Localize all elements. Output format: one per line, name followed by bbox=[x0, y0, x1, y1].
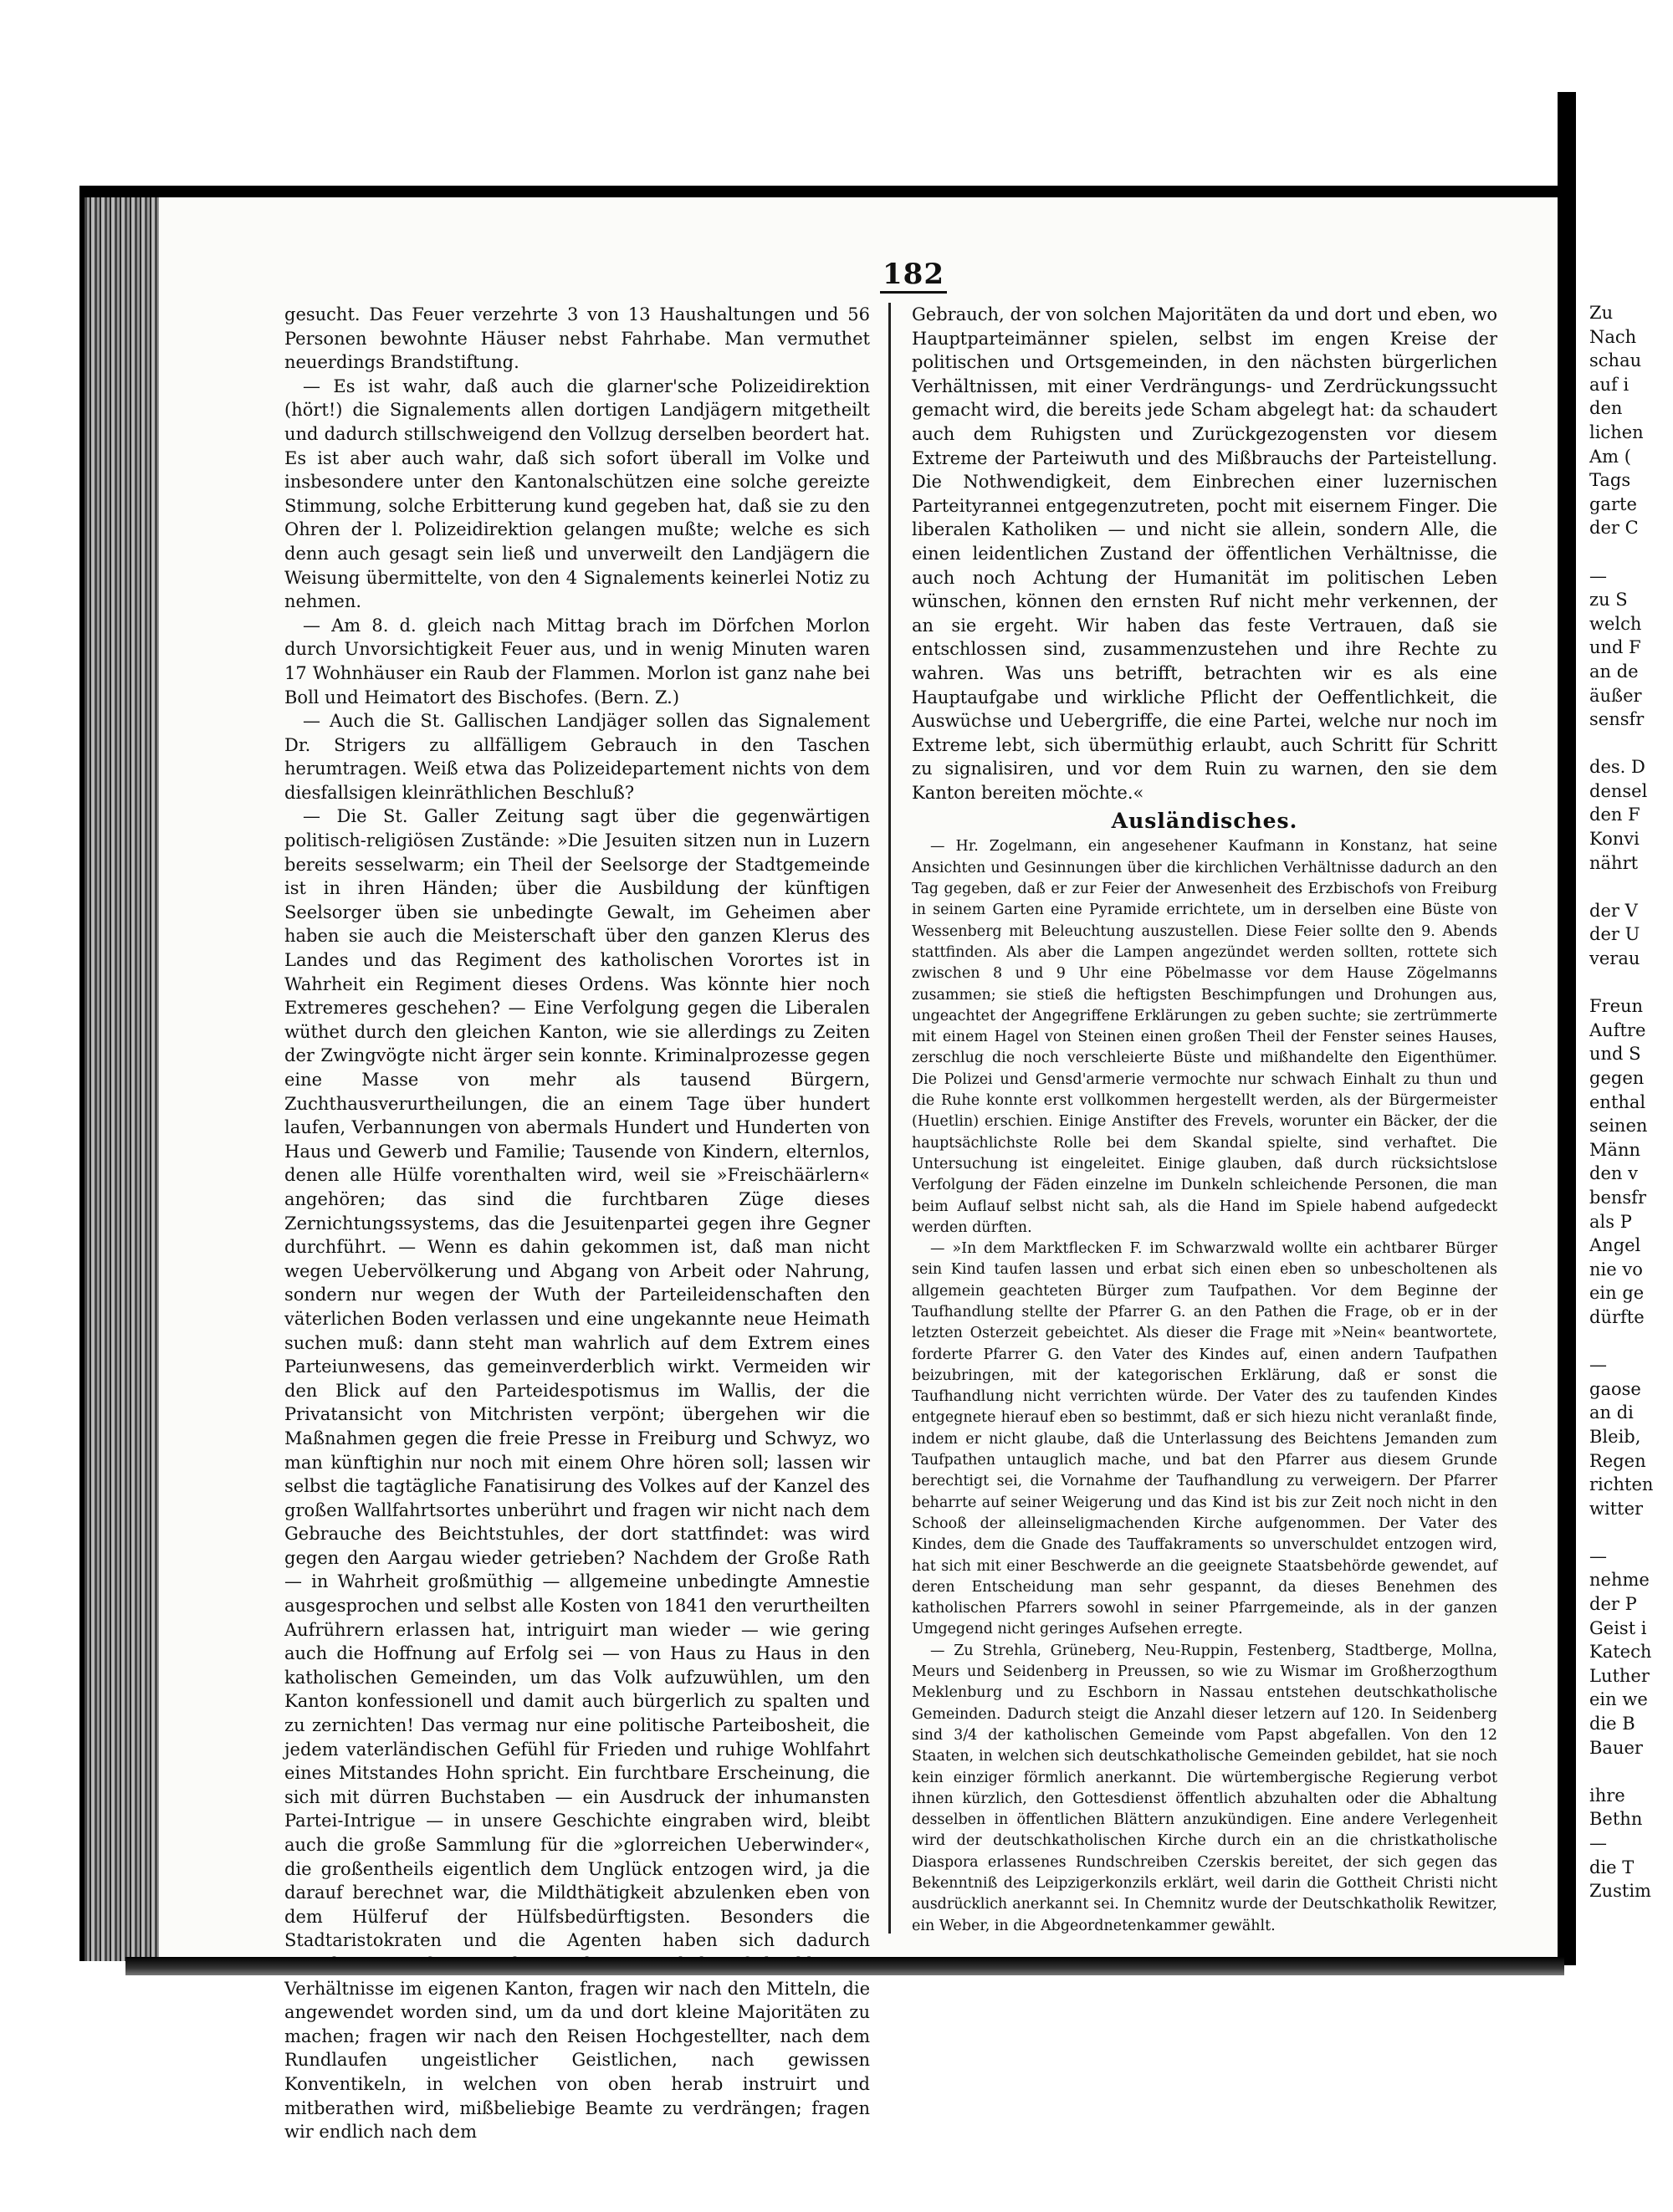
paragraph: — Es ist wahr, daß auch die glarner'sche Polizeidirektion (hört!) die Signalements allen dortigen Landjägern mitgetheilt und dadurch stillschweigend den Vollzug derselben beordert hat. Es ist aber auch wahr, daß sich sofort überall im Volke und insbesondere unter den Kantonalschützen eine solche gereizte Stimmung, solche Erbitterung kund gegeben hat, daß sie zu den Ohren der l. Polizeidirektion gelangen mußte; welche es sich denn auch gesagt sein ließ und unverweilt den Landjägern die Weisung übermittelte, von den 4 Signalements keinerlei Notiz zu nehmen. bbox=[284, 375, 870, 612]
neighbor-line: Männ bbox=[1589, 1139, 1641, 1160]
neighbor-line: und F bbox=[1589, 637, 1641, 658]
neighbor-line: Konvi bbox=[1589, 829, 1640, 850]
neighbor-line: des. D bbox=[1589, 757, 1645, 778]
neighbor-line bbox=[1589, 1330, 1673, 1354]
neighbor-line: ein ge bbox=[1589, 1283, 1645, 1304]
news-item: — Hr. Zogelmann, ein angesehener Kaufmann in Konstanz, hat seine Ansichten und Gesinnungen über die kirchlichen Verhältnisse dadurch an den Tag gegeben, daß er zur Feier der Anwesenheit des Erzbischofs von Freiburg in seinem Garten eine Pyramide errichtete, um in derselben eine Büste von Wessenberg mit Beleuchtung auszustellen. Diese Feier sollte den 9. Abends stattfinden. Als aber die Lampen angezündet werden sollten, rottete sich zwischen 8 und 9 Uhr eine Pöbelmasse vor dem Hause Zögelmanns zusammen; sie stieß die heftigsten Beschimpfungen und Drohungen aus, ungeachtet der Angegriffene Erklärungen zu geben suchte; sie zertrümmerte mit einem Hagel von Steinen einen großen Theil der Fenster seines Hauses, zerschlug die noch verschleierte Büste und mißhandelte den Eigenthümer. Die Polizei und Gensd'armerie vermochte nur schwach Einhalt zu thun und die Ruhe konnte erst vollkommen hergestellt werden, als der Bürgermeister (Huetlin) erschien. Einige Anstifter des Frevels, worunter ein Bäcker, der die hauptsächlichste Rolle bei dem Skandal spielte, sind verhaftet. Die Untersuchung ist eingeleitet. Einige glauben, daß durch rücksichtslose Verfolgung der Fäden einzelne im Dunkeln schleichende Personen, die man beim Auflauf selbst nicht sah, als die Hand im Spiele habend aufgedeckt werden dürften. bbox=[912, 838, 1497, 1236]
neighbor-line: — bbox=[1589, 1833, 1607, 1853]
neighbor-line: nehme bbox=[1589, 1570, 1650, 1591]
neighbor-line: Nach bbox=[1589, 326, 1637, 347]
neighbor-line: Angel bbox=[1589, 1235, 1641, 1256]
neighbor-line: Bauer bbox=[1589, 1737, 1643, 1758]
neighbor-line: Regen bbox=[1589, 1450, 1646, 1471]
neighbor-line: ein we bbox=[1589, 1689, 1648, 1710]
page-number: 182 bbox=[880, 258, 947, 294]
neighbor-line: ihre bbox=[1589, 1785, 1625, 1806]
neighbor-line: und S bbox=[1589, 1044, 1641, 1065]
neighbor-line: Bethn bbox=[1589, 1809, 1643, 1830]
neighbor-line: der P bbox=[1589, 1594, 1637, 1615]
neighbor-line: an de bbox=[1589, 661, 1639, 682]
neighbor-line: lichen bbox=[1589, 421, 1644, 442]
neighbor-line: die B bbox=[1589, 1714, 1635, 1734]
neighbor-line: der U bbox=[1589, 924, 1640, 945]
neighbor-line: Bleib, bbox=[1589, 1426, 1641, 1447]
scan-top-margin bbox=[0, 0, 1673, 192]
neighbor-page-fragment bbox=[1589, 301, 1673, 1903]
neighbor-line: Freun bbox=[1589, 996, 1644, 1017]
neighbor-line: als P bbox=[1589, 1211, 1632, 1232]
paragraph: Gebrauch, der von solchen Majoritäten da und dort und eben, wo Hauptparteimänner spielen, selbst im engen Kreise der politischen und Ortsgemeinden, in den nächsten bürgerlichen Verhältnissen, mit einer Verdrängungs- und Zerdrückungssucht gemacht wird, die bereits jede Scham abgelegt hat: da schaudert auch dem Ruhigsten und Zurückgezogensten vor diesem Extreme der Parteiwuth und des Mißbrauchs der Parteistellung. Die Nothwendigkeit, dem Einbrechen einer luzernischen Parteityrannei entgegenzutreten, pocht mit eisernem Finger. Die liberalen Katholiken — und nicht sie allein, sondern Alle, die einen leidentlichen Zustand der öffentlichen Verhältnisse, die auch noch Achtung der Humanität im politischen Leben wünschen, können den ernsten Ruf nicht mehr verkennen, der an sie ergeht. Wir haben das feste Vertrauen, daß sie entschlossen sind, zusammenzustehen und ihre Rechte zu wahren. Was uns betrifft, betrachten wir es als eine Hauptaufgabe und wirkliche Pflicht der Oeffentlichkeit, die Auswüchse und Uebergriffe, die eine Partei, welche nur noch im Extreme lebt, sich übermüthig erlaubt, auch Schritt für Schritt zu signalisiren, und vor dem Ruin zu warnen, den sie dem Kanton bereiten möchte.« bbox=[912, 304, 1497, 803]
neighbor-line: Tags bbox=[1589, 470, 1631, 491]
neighbor-line: den F bbox=[1589, 805, 1640, 825]
neighbor-line: — bbox=[1589, 565, 1607, 586]
paragraph: — Am 8. d. gleich nach Mittag brach im Dörfchen Morlon durch Unvorsichtigkeit Feuer aus, und in wenig Minuten waren 17 Wohnhäuser ein Raub der Flammen. Morlon ist ganz nahe bei Boll und Heimatort des Bischofes. (Bern. Z.) bbox=[284, 615, 870, 708]
neighbor-line: Luther bbox=[1589, 1665, 1650, 1686]
neighbor-line bbox=[1589, 540, 1673, 564]
neighbor-line: verau bbox=[1589, 948, 1640, 969]
foreign-news bbox=[912, 836, 1497, 1936]
book-binding-edge bbox=[79, 188, 164, 1961]
neighbor-line: dürfte bbox=[1589, 1306, 1645, 1327]
neighbor-line: garte bbox=[1589, 493, 1637, 514]
scan-frame-top bbox=[79, 186, 1568, 197]
paragraph: gesucht. Das Feuer verzehrte 3 von 13 Haushaltungen und 56 Personen bewohnte Häuser nebst Fahrhabe. Man vermuthet neuerdings Brandstiftung. bbox=[284, 304, 870, 373]
page-gutter bbox=[1558, 92, 1576, 1965]
news-item: — »In dem Marktflecken F. im Schwarzwald wollte ein achtbarer Bürger sein Kind taufen lassen und erbat sich einen eben so unbescholtenen als allgemein geachteten Bürger zum Taufpathen. Vor dem Beginne der Taufhandlung stellte der Pfarrer G. an den Pathen die Frage, ob er in der letzten Osterzeit gebeichtet. Als dieser die Frage mit »Nein« beantwortete, forderte Pfarrer G. den Vater des Kindes auf, einen andern Taufpathen beizubringen, mit der kategorischen Erklärung, daß er sonst die Taufhandlung nicht verrichten würde. Der Vater des zu taufenden Kindes entgegnete hierauf eben so bestimmt, daß er sich hiezu nicht veranlaßt finde, indem er nicht glaube, daß die Unterlassung des Beichtens Jemanden zum Taufpathen untauglich mache, und bat den Pfarrer aus diesem Grunde berechtigt sei, die Vornahme der Taufhandlung zu verweigern. Der Pfarrer beharrte auf seiner Weigerung und das Kind ist bis zur Zeit noch nicht in den Schooß der alleinseligmachenden Kirche aufgenommen. Der Vater des Kindes, dem die Gnade des Tauffakraments so unverschuldet entzogen wird, hat sich mit einer Beschwerde an die geeignete Staatsbehörde gewendet, auf deren Entscheidung man sehr gespannt, da dieses Benehmen des katholischen Pfarrers sowohl in seiner Pfarrgemeinde, als in der ganzen Umgegend nicht geringes Aufsehen erregte. bbox=[912, 1240, 1497, 1638]
neighbor-line: zu S bbox=[1589, 590, 1628, 610]
neighbor-line: welch bbox=[1589, 613, 1642, 634]
neighbor-line: enthal bbox=[1589, 1091, 1646, 1112]
neighbor-line: gaose bbox=[1589, 1378, 1641, 1399]
neighbor-line: Zustim bbox=[1589, 1881, 1651, 1902]
neighbor-line bbox=[1589, 1520, 1673, 1545]
neighbor-line: der C bbox=[1589, 518, 1639, 539]
column-rule bbox=[888, 303, 891, 1934]
neighbor-line: bensfr bbox=[1589, 1187, 1646, 1208]
neighbor-line: Geist i bbox=[1589, 1617, 1647, 1638]
neighbor-line: nährt bbox=[1589, 852, 1639, 873]
neighbor-line: Katech bbox=[1589, 1642, 1652, 1663]
scan-frame-bottom bbox=[125, 1957, 1564, 1975]
right-column bbox=[912, 303, 1497, 1937]
neighbor-line: auf i bbox=[1589, 374, 1630, 395]
neighbor-line: gegen bbox=[1589, 1068, 1645, 1088]
neighbor-line: densel bbox=[1589, 780, 1648, 801]
left-column bbox=[284, 303, 870, 2144]
neighbor-line bbox=[1589, 732, 1673, 756]
neighbor-line bbox=[1589, 971, 1673, 995]
neighbor-line: sensfr bbox=[1589, 709, 1645, 730]
neighbor-line: — bbox=[1589, 1355, 1607, 1376]
neighbor-line: — bbox=[1589, 1545, 1607, 1566]
neighbor-line: nie vo bbox=[1589, 1259, 1643, 1280]
neighbor-line: witter bbox=[1589, 1498, 1644, 1519]
neighbor-line: richten bbox=[1589, 1474, 1654, 1495]
neighbor-line: die T bbox=[1589, 1857, 1635, 1877]
neighbor-line: Zu bbox=[1589, 303, 1614, 323]
neighbor-line bbox=[1589, 1760, 1673, 1784]
neighbor-line: seinen bbox=[1589, 1116, 1648, 1137]
neighbor-line: der V bbox=[1589, 900, 1638, 921]
section-heading: Ausländisches. bbox=[1111, 809, 1298, 834]
neighbor-line: Am ( bbox=[1589, 446, 1631, 467]
neighbor-line: den bbox=[1589, 398, 1623, 419]
neighbor-line bbox=[1589, 875, 1673, 899]
paragraph: — Auch die St. Gallischen Landjäger sollen das Signalement Dr. Strigers zu allfälligem Gebrauch in den Taschen herumtragen. Weiß etwa das Polizeidepartement nichts von dem diesfallsigen kleinräthlichen Beschluß? bbox=[284, 711, 870, 803]
neighbor-line: äußer bbox=[1589, 685, 1642, 706]
news-item: — Zu Strehla, Grüneberg, Neu-Ruppin, Festenberg, Stadtberge, Mollna, Meurs und Seidenberg in Preussen, so wie zu Wismar im Großherzogthum Meklenburg und zu Eschborn in Nassau entstehen deutschkatholische Gemeinden. Dadurch steigt die Anzahl dieser letzern auf 120. In Seidenberg sind 3/4 der katholischen Gemeinde vom Papst abgefallen. Von den 12 Staaten, in welchen sich deutschkatholische Gemeinden gebildet, hat sie noch kein einziger förmlich anerkannt. Die würtembergische Regierung verbot ihnen kürzlich, den Gottesdienst öffentlich abzuhalten oder die Abhaltung desselben in öffentlichen Blättern anzukündigen. Eine andere Verlegenheit wird der deutschkatholischen Kirche durch ein an die christkatholische Diaspora erlassenes Rundschreiben Czerskis bereitet, der sich gegen das Bekenntniß des Leipzigerkonzils erklärt, weil darin die Gottheit Christi nicht ausdrücklich anerkannt sei. In Chemnitz wurde der Deutschkatholik Rewitzer, ein Weber, in die Abgeordnetenkammer gewählt. bbox=[912, 1642, 1497, 1934]
neighbor-line: an di bbox=[1589, 1402, 1634, 1423]
neighbor-line: Auftre bbox=[1589, 1019, 1646, 1040]
paragraph: — Die St. Galler Zeitung sagt über die gegenwärtigen politisch-religiösen Zustände: »Die Jesuiten sitzen nun in Luzern bereits sesselwarm; ein Theil der Seelsorge der Stadtgemeinde ist in ihren Händen; über die Ausbildung der künftigen Seelsorger üben sie unbedingte Gewalt, im Geheimen aber haben sie auch die Meisterschaft über den ganzen Klerus des Landes und das Regiment des katholischen Vorortes ist in Wahrheit ein Regiment dieses Ordens. Was könnte hier noch Extremeres geschehen? — Eine Verfolgung gegen die Liberalen wüthet durch den gleichen Kanton, wie sie allerdings zu Zeiten der Zwingvögte nicht ärger sein konnte. Kriminalprozesse gegen eine Masse von mehr als tausend Bürgern, Zuchthausverurtheilungen, die an einem Tage über hundert laufen, Verbannungen von abermals Hundert und Hunderten von Haus und Gewerb und Familie; Tausende von Kindern, elternlos, denen alle Hülfe vorenthalten wird, weil sie »Freischäärlern« angehören; das sind die furchtbaren Züge dieses Zernichtungssystems, das die Jesuitenpartei gegen ihre Gegner durchführt. — Wenn es dahin gekommen ist, daß man nicht wegen Uebervölkerung und Abgang von Arbeit oder Nahrung, sondern nur wegen der Wuth der Parteileidenschaften den väterlichen Boden verlassen und eine ungekannte neue Heimath suchen muß: dann steht man wahrlich auf dem Extrem eines Parteiunwesens, das gemeinverderblich wirkt. Vermeiden wir den Blick auf den Parteidespotismus im Wallis, der die Privatansicht von Mitchristen verpönt; übergehen wir die Maßnahmen gegen die freie Presse in Freiburg und Schwyz, wo man künftighin nur noch mit einem Ohre hören soll; lassen wir selbst die tagtägliche Fanatisirung des Volkes auf der Kanzel des großen Wallfahrtsortes unberührt und fragen wir nicht nach dem Gebrauche des Beichtstuhles, der dort stattfindet: was wird gegen den Aargau wieder getrieben? Nachdem der Große Rath — in Wahrheit großmüthig — allgemeine unbedingte Amnestie ausgesprochen und selbst alle Kosten von 1841 den verurtheilten Aufrührern erlassen hat, intriguirt man wieder — wie gering auch die Hoffnung auf Erfolg sei — von Haus zu Haus in den katholischen Gemeinden, um das Volk aufzuwühlen, um den Kanton konfessionell und damit auch bürgerlich zu spalten und zu zernichten! Das vermag nur eine politische Parteibosheit, die jedem vaterländischen Gefühl für Frieden und ruhige Wohlfahrt eines Mitstandes Hohn spricht. Ein furchtbare Erscheinung, die sich mit dürren Buchstaben — ein Ausdruck der inhumansten Partei-Intrigue — in unsere Geschichte eingraben wird, bleibt auch die große Sammlung für die »glorreichen Ueberwinder«, die großentheils eigentlich dem Unglück entzogen wird, ja die darauf berechnet war, die Mildthätigkeit abzulenken eben von dem Hülferuf der Hülfsbedürftigsten. Besonders die Stadtaristokraten und die Agenten haben sich dadurch Verhältnisse im eigenen Kanton, fragen wir nach den Mitteln, die angewendet worden sind, um da und dort kleine Majoritäten zu machen; fragen wir nach den Reisen Hochgestellter, nach dem Rundlaufen ungeistlicher Geistlichen, nach gewissen Konventikeln, in welchen von oben herab instruirt und mitberathen wird, mißbeliebige Beamte zu verdrängen; fragen wir endlich nach dem bbox=[284, 806, 870, 2143]
neighbor-line: schau bbox=[1589, 350, 1642, 371]
neighbor-line: den v bbox=[1589, 1163, 1638, 1184]
